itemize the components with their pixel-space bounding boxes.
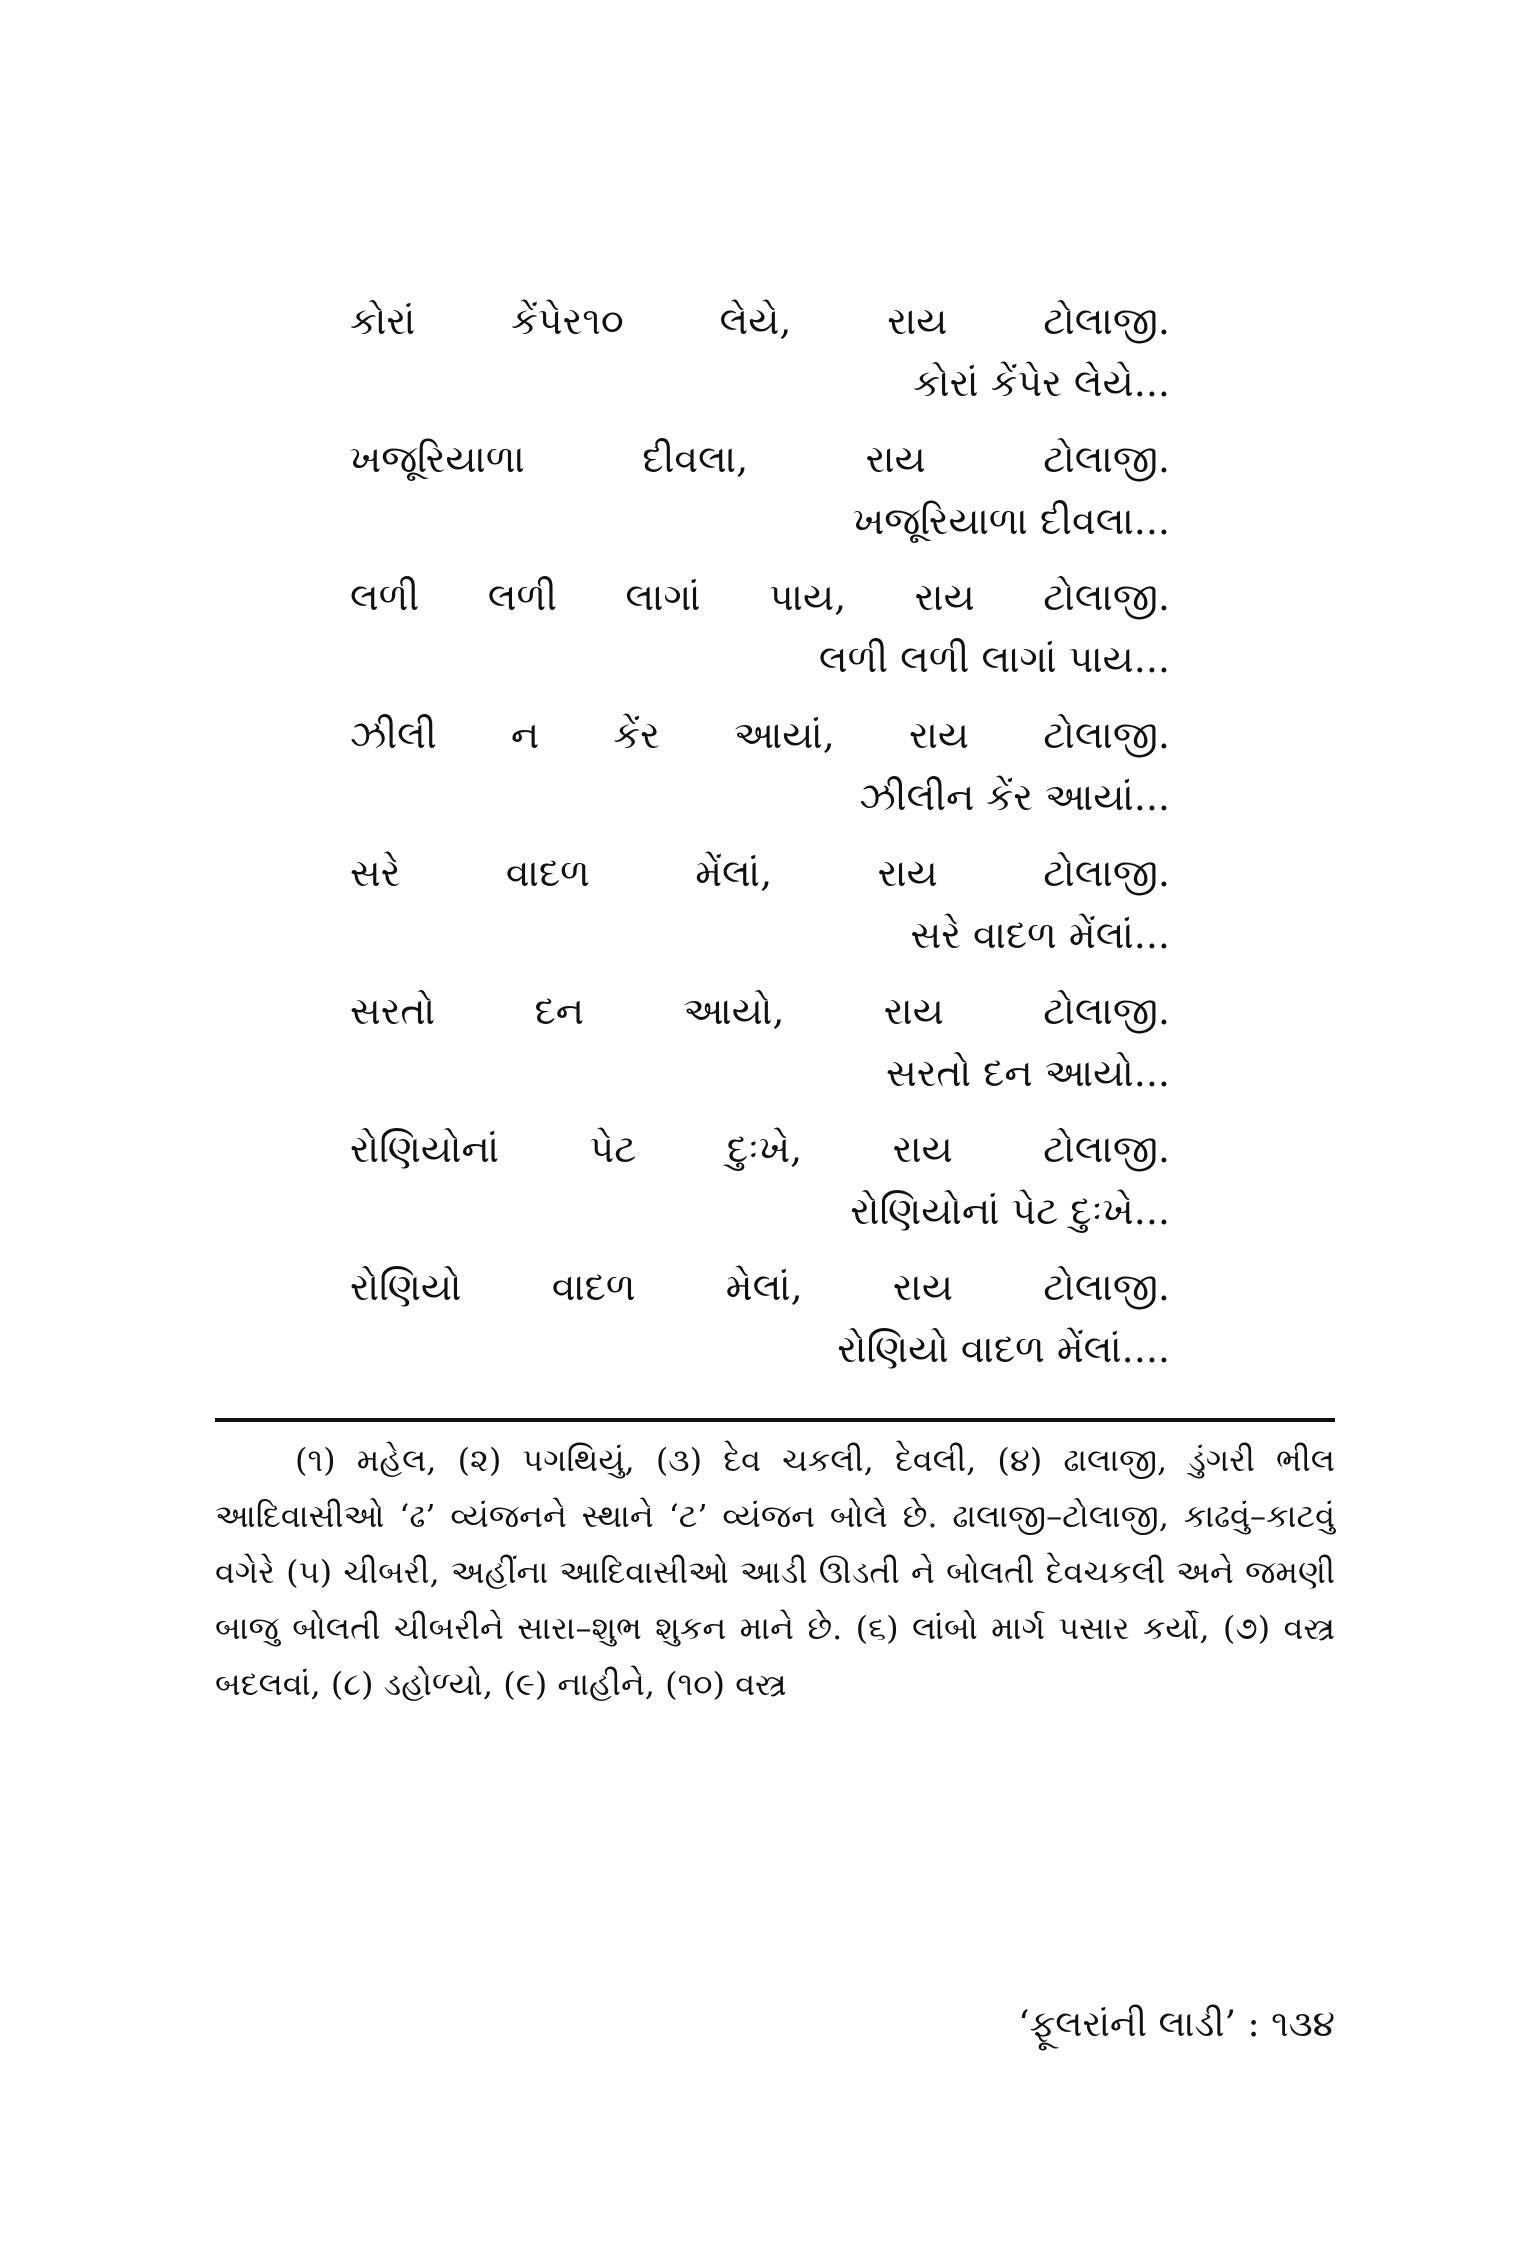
refrain-line: રોણિયો વાદળ મેંલાં.... — [837, 1327, 1170, 1371]
verse-line: લળી લળી લાગાં પાય, રાય ટોલાજી. — [350, 575, 1170, 619]
refrain-line: ખજૂરિયાળા દીવલા... — [853, 499, 1170, 543]
stanza — [350, 290, 1170, 414]
page-number: ૧૩૪ — [1271, 2004, 1335, 2045]
stanza — [350, 1256, 1170, 1380]
stanza — [350, 704, 1170, 828]
refrain-line: લળી લળી લાગાં પાય... — [818, 637, 1170, 681]
verse-line: રોણિયોનાં પેટ દુઃખે, રાય ટોલાજી. — [350, 1127, 1170, 1171]
song-verse — [350, 290, 1170, 1394]
verse-line: ઝીલી ન કેંર આયાં, રાય ટોલાજી. — [350, 713, 1170, 757]
verse-line: સરે વાદળ મેંલાં, રાય ટોલાજી. — [350, 851, 1170, 895]
stanza — [350, 980, 1170, 1104]
verse-line: સરતો દન આયો, રાય ટોલાજી. — [350, 989, 1170, 1033]
refrain-line: રોણિયોનાં પેટ દુઃખે... — [850, 1189, 1170, 1233]
footnote-divider — [215, 1418, 1335, 1422]
stanza — [350, 842, 1170, 966]
footer-separator: : — [1247, 2004, 1260, 2045]
refrain-line: કોરાં કેંપેર લેયે... — [913, 361, 1170, 405]
verse-line: ખજૂરિયાળા દીવલા, રાય ટોલાજી. — [350, 437, 1170, 481]
stanza — [350, 1118, 1170, 1242]
refrain-line: સરતો દન આયો... — [885, 1051, 1170, 1095]
page-footer — [880, 2000, 1335, 2050]
footnotes: (૧) મહેલ, (૨) પગથિયું, (૩) દેવ ચકલી, દેવલી, (૪) ઢાલાજી, ડુંગરી ભીલ આદિવાસીઓ ‘ઢ’ વ્યંજનને સ્થાને ‘ટ’ વ્યંજન બોલે છે. ઢાલાજી–ટોલાજી, કાઢવું–કાટવું વગેરે (૫) ચીબરી, અહીંના આદિવાસીઓ આડી ઊડતી ને બોલતી દેવચકલી અને જમણી બાજુ બોલતી ચીબરીને સારા–શુભ શુકન માને છે. (૬) લાંબો માર્ગ પસાર કર્યો, (૭) વસ્ત્ર બદલવાં, (૮) ડહોળ્યો, (૯) નાહીને, (૧૦) વસ્ત્ર — [215, 1441, 1335, 1703]
refrain-line: ઝીલીન કેંર આયાં... — [859, 775, 1170, 819]
running-title: ‘ફૂલરાંની લાડી’ — [1018, 2004, 1237, 2045]
stanza — [350, 428, 1170, 552]
refrain-line: સરે વાદળ મેંલાં... — [910, 913, 1170, 957]
verse-line: કોરાં કેંપેર૧૦ લેયે, રાય ટોલાજી. — [350, 299, 1170, 343]
verse-line: રોણિયો વાદળ મેલાં, રાય ટોલાજી. — [350, 1265, 1170, 1309]
stanza — [350, 566, 1170, 690]
